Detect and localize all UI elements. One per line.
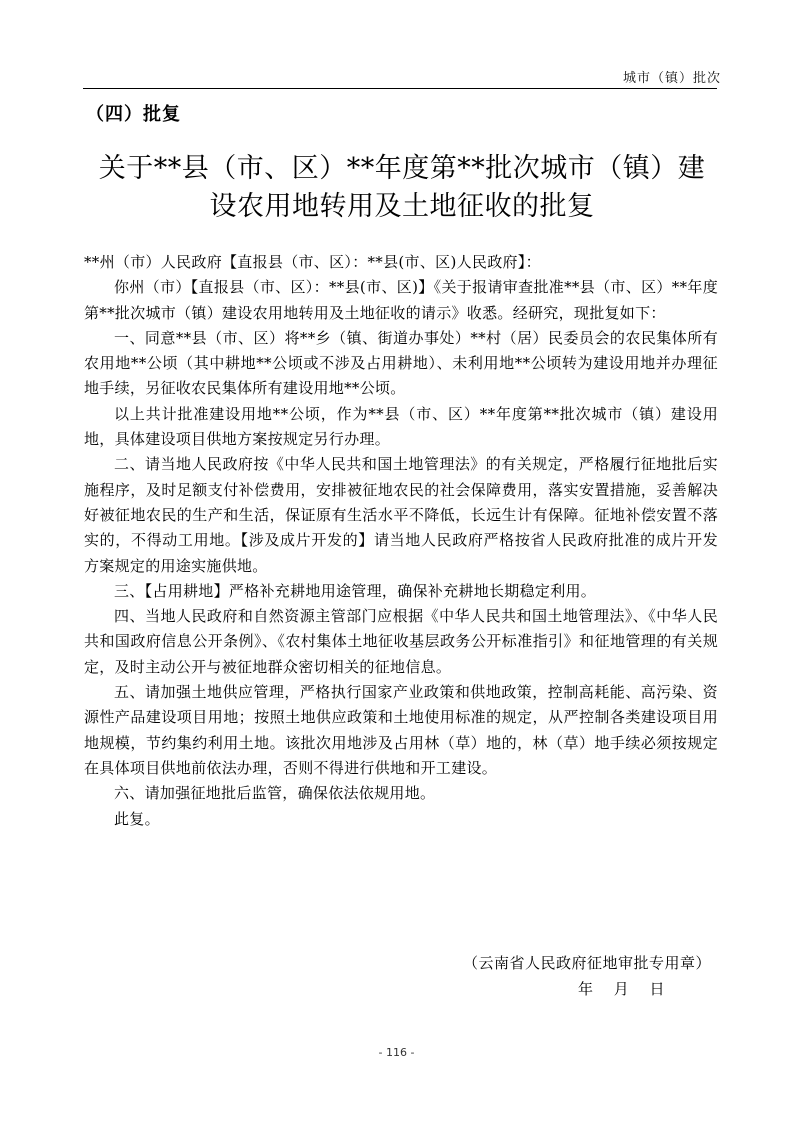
paragraph-item-1: 一、同意**县（市、区）将**乡（镇、街道办事处）**村（居）民委员会的农民集体所有农用地**公顷（其中耕地**公顷或不涉及占用耕地）、未利用地**公顷转为建设用地并办理征地手续，另征收农民集体所有建设用地**公顷。 [84, 328, 718, 398]
running-header: 城市（镇）批次 [622, 71, 721, 86]
header-rule [83, 88, 717, 89]
title-line-1: 关于**县（市、区）**年度第**批次城市（镇）建 [98, 153, 706, 184]
page-number: - 116 - [378, 1046, 415, 1059]
paragraph-summary: 以上共计批准建设用地**公顷，作为**县（市、区）**年度第**批次城市（镇）建设用地，具体建设项目供地方案按规定另行办理。 [84, 404, 718, 449]
paragraph-item-2: 二、请当地人民政府按《中华人民共和国土地管理法》的有关规定，严格履行征地批后实施程序，及时足额支付补偿费用，安排被征地农民的社会保障费用，落实安置措施，妥善解决好被征地农民的生产和生活，保证原有生活水平不降低，长远生计有保障。征地补偿安置不落实的，不得动工用地。【涉及成片开发的】请当地人民政府严格按省人民政府批准的成片开发方案规定的用途实施供地。 [84, 455, 718, 575]
addressee: **州（市）人民政府【直报县（市、区）：**县(市、区)人民政府】： [84, 253, 541, 271]
title-line-2: 设农用地转用及土地征收的批复 [209, 191, 595, 222]
paragraph-item-3: 三、【占用耕地】严格补充耕地用途管理，确保补充耕地长期稳定利用。 [114, 581, 597, 600]
paragraph-item-5: 五、请加强土地供应管理，严格执行国家产业政策和供地政策，控制高耗能、高污染、资源性产品建设项目用地；按照土地供应政策和土地使用标准的规定，从严控制各类建设项目用地规模，节约集约利用土地。该批次用地涉及占用林（草）地的，林（草）地手续必须按规定在具体项目供地前依法办理，否则不得进行供地和开工建设。 [84, 683, 718, 777]
section-label: （四）批复 [86, 104, 181, 125]
paragraph-item-6: 六、请加强征地批后监管，确保依法依规用地。 [114, 784, 436, 803]
paragraph-item-4: 四、当地人民政府和自然资源主管部门应根据《中华人民共和国土地管理法》、《中华人民共和国政府信息公开条例》、《农村集体土地征收基层政务公开标准指引》和征地管理的有关规定，及时主动公开与被征地群众密切相关的征地信息。 [84, 607, 718, 676]
paragraph-intro: 你州（市）【直报县（市、区）：**县(市、区)】《关于报请审查批准**县（市、区）**年度第**批次城市（镇）建设农用地转用及土地征收的请示》收悉。经研究，现批复如下： [84, 278, 718, 322]
closing-line: 此复。 [114, 809, 160, 828]
document-body [84, 250, 718, 832]
seal-text: （云南省人民政府征地审批专用章） [462, 954, 711, 972]
document-title [82, 150, 722, 226]
date-line: 年 月 日 [578, 980, 669, 998]
